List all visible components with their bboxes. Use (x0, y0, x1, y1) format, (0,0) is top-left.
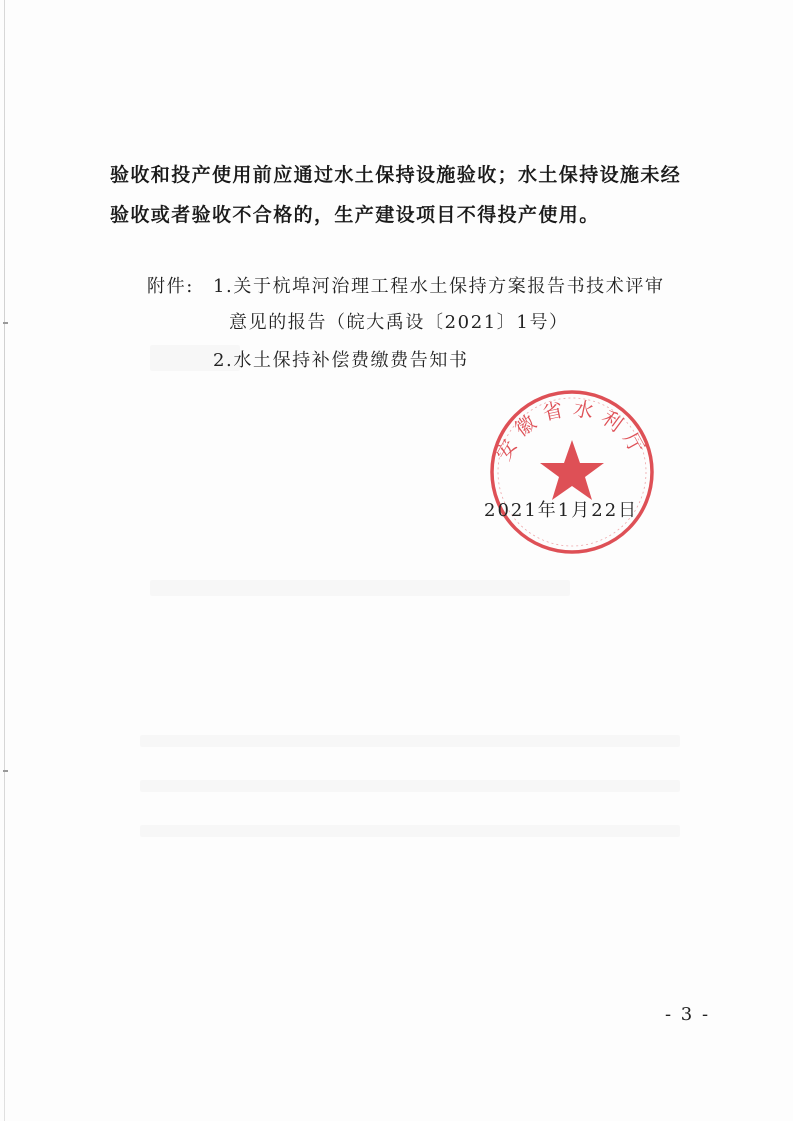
show-through (140, 780, 680, 792)
attachment-item-1-cont: 意见的报告（皖大禹设〔2021〕1号） (229, 312, 569, 333)
show-through (140, 825, 680, 837)
body-paragraph-line: 验收或者验收不合格的，生产建设项目不得投产使用。 (110, 204, 600, 226)
show-through (150, 580, 570, 596)
official-seal (488, 388, 656, 556)
show-through (140, 735, 680, 747)
seal-text: 安徽省水利厅 (490, 395, 654, 465)
attachment-item-1: 1.关于杭埠河治理工程水土保持方案报告书技术评审 (213, 276, 665, 297)
binding-edge (4, 0, 5, 1121)
attachment-item-2: 2.水土保持补偿费缴费告知书 (213, 350, 469, 371)
body-paragraph-line: 验收和投产使用前应通过水土保持设施验收；水土保持设施未经 (110, 164, 682, 186)
issue-date: 2021年1月22日 (484, 500, 639, 521)
page-number: - 3 - (665, 1004, 711, 1025)
binding-mark (3, 322, 8, 324)
binding-mark (3, 770, 8, 772)
attachments-label: 附件: (147, 276, 194, 297)
seal-star-icon (540, 440, 604, 500)
